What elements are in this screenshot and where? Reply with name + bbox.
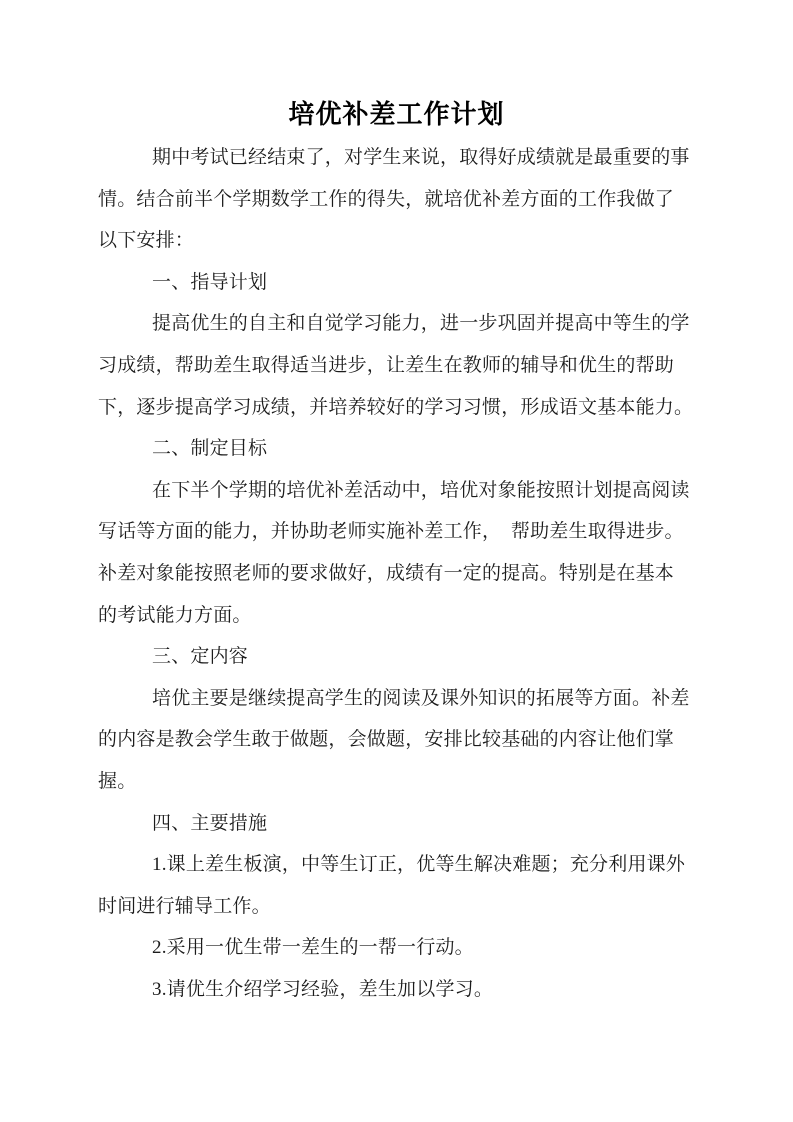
- text-line: 下，逐步提高学习成绩，并培养较好的学习习惯，形成语文基本能力。: [98, 396, 694, 418]
- text-line: 情。结合前半个学期数学工作的得失，就培优补差方面的工作我做了: [98, 188, 675, 210]
- heading-line: 一、指导计划: [152, 271, 268, 293]
- text-line: 提高优生的自主和自觉学习能力，进一步巩固并提高中等生的学: [152, 313, 690, 335]
- text-line: 写话等方面的能力，并协助老师实施补差工作， 帮助差生取得进步。: [98, 521, 684, 543]
- text-line: 握。: [98, 770, 137, 792]
- section-heading: [98, 262, 683, 304]
- section-heading: [98, 803, 683, 845]
- heading-line: 二、制定目标: [152, 438, 268, 460]
- text-line: 在下半个学期的培优补差活动中，培优对象能按照计划提高阅读: [152, 479, 690, 501]
- section-heading: [98, 428, 683, 470]
- list-item: [98, 927, 683, 969]
- paragraph: [98, 303, 694, 428]
- text-line: 补差对象能按照老师的要求做好，成绩有一定的提高。特别是在基本: [98, 562, 675, 584]
- text-line: 的内容是教会学生敢于做题，会做题，安排比较基础的内容让他们掌: [98, 729, 675, 751]
- text-line: 1.课上差生板演，中等生订正，优等生解决难题；充分利用课外: [152, 854, 686, 876]
- document-title: 培优补差工作计划: [288, 100, 505, 129]
- heading-line: 三、定内容: [152, 646, 249, 668]
- paragraph: [98, 470, 690, 636]
- text-line: 期中考试已经结束了，对学生来说，取得好成绩就是最重要的事: [152, 147, 690, 168]
- text-line: 2.采用一优生带一差生的一帮一行动。: [152, 937, 474, 959]
- list-item: [98, 969, 683, 1011]
- text-line: 培优主要是继续提高学生的阅读及课外知识的拓展等方面。补差: [152, 687, 690, 709]
- paragraph: [98, 678, 690, 803]
- text-line: 以下安排：: [98, 230, 195, 252]
- text-line: 3.请优生介绍学习经验，差生加以学习。: [152, 978, 494, 1000]
- section-heading: [98, 636, 683, 678]
- heading-line: 四、主要措施: [152, 812, 268, 834]
- text-line: 的考试能力方面。: [98, 604, 252, 626]
- document-body: [0, 137, 793, 1010]
- text-line: 时间进行辅导工作。: [98, 895, 271, 917]
- list-item: [98, 844, 686, 927]
- paragraph: [98, 137, 690, 262]
- text-line: 习成绩，帮助差生取得适当进步，让差生在教师的辅导和优生的帮助: [98, 354, 675, 376]
